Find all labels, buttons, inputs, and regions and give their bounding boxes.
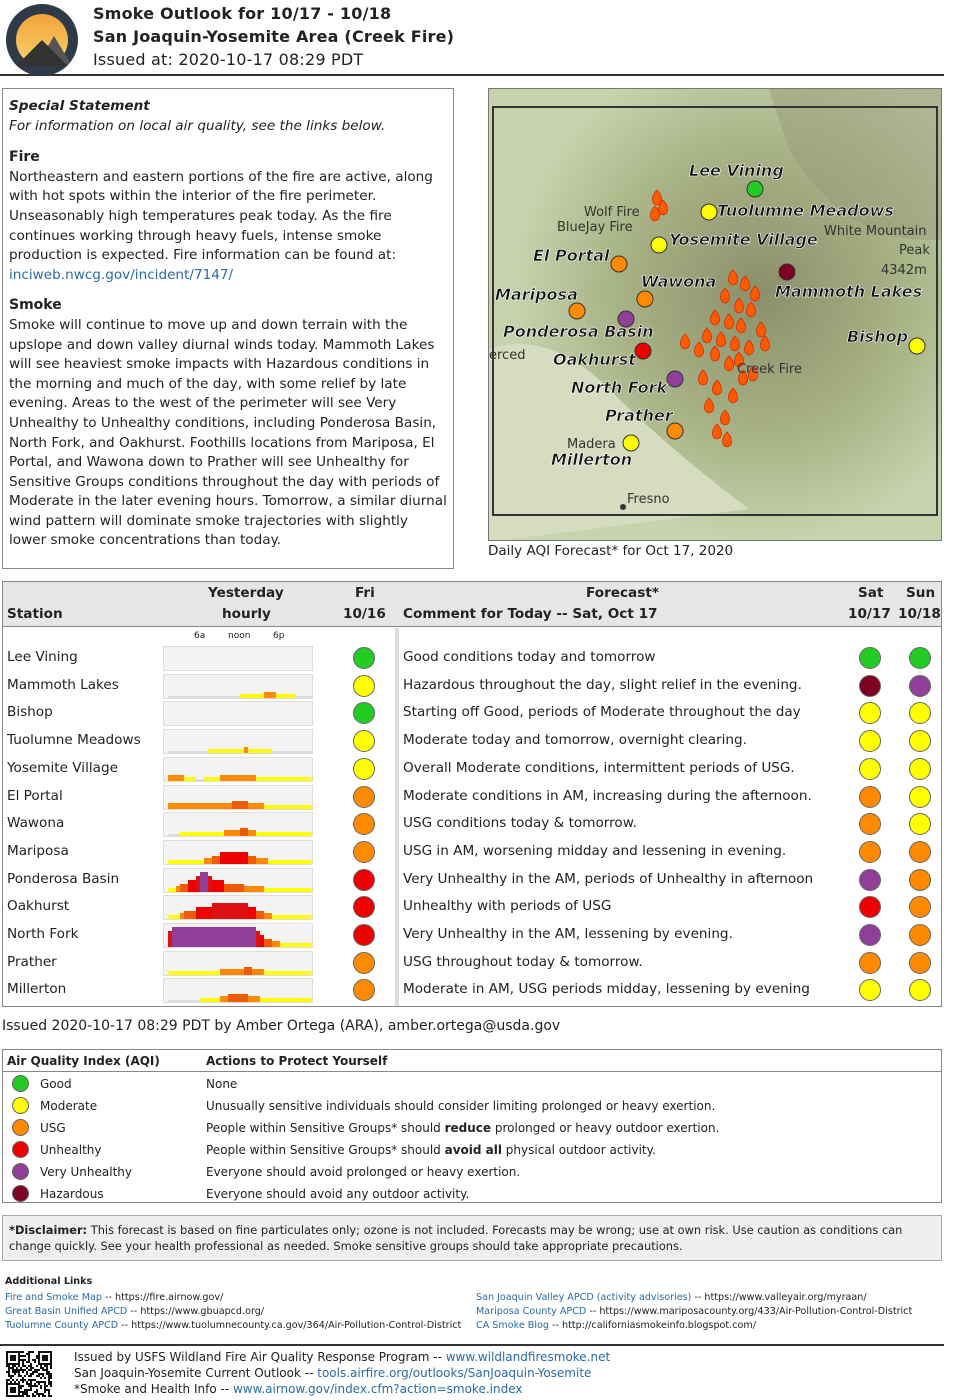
sun-aqi-dot xyxy=(909,896,931,918)
sun-aqi-dot xyxy=(909,702,931,724)
hourly-sparkline xyxy=(163,674,313,699)
col-fri-date: 10/16 xyxy=(343,606,386,622)
fri-aqi-dot xyxy=(353,647,375,669)
aqi-legend-row xyxy=(3,1183,941,1205)
map-station-dot xyxy=(637,291,653,307)
sun-aqi-dot xyxy=(909,813,931,835)
map-label: Oakhurst xyxy=(553,350,636,369)
sun-aqi-dot xyxy=(909,924,931,946)
link-name[interactable]: Tuolumne County APCD xyxy=(5,1320,119,1331)
header xyxy=(0,0,944,76)
aqi-legend-row xyxy=(3,1117,941,1139)
aqi-legend-row xyxy=(3,1073,941,1095)
additional-link xyxy=(476,1306,912,1317)
sun-aqi-dot xyxy=(909,869,931,891)
map-station-dot xyxy=(779,264,795,280)
aqi-action: Everyone should avoid prolonged or heavy exertion. xyxy=(206,1165,521,1179)
station-name: El Portal xyxy=(7,787,63,804)
col-fri: Fri xyxy=(355,585,375,601)
sat-aqi-dot xyxy=(859,730,881,752)
forecast-comment: USG throughout today & tomorrow. xyxy=(403,953,643,970)
hourly-sparkline xyxy=(163,812,313,837)
hourly-sparkline xyxy=(163,701,313,726)
col-sat-date: 10/17 xyxy=(848,606,891,622)
aqi-legend-row xyxy=(3,1161,941,1183)
sun-aqi-dot xyxy=(909,730,931,752)
map-label: Creek Fire xyxy=(737,362,802,377)
link-url: -- https://www.mariposacounty.org/433/Air-Pollution-Control-District xyxy=(586,1306,913,1317)
station-name: Wawona xyxy=(7,815,65,832)
outlook-link[interactable]: tools.airfire.org/outlooks/SanJoaquin-Yosemite xyxy=(317,1366,592,1380)
sun-aqi-dot xyxy=(909,647,931,669)
fri-aqi-dot xyxy=(353,896,375,918)
map-label: El Portal xyxy=(533,246,610,265)
statement-title: Special Statement xyxy=(9,98,150,114)
sat-aqi-dot xyxy=(859,952,881,974)
aqi-col-actions: Actions to Protect Yourself xyxy=(206,1054,388,1068)
hourly-bar xyxy=(308,915,312,919)
sat-aqi-dot xyxy=(859,813,881,835)
map-station-dot xyxy=(909,338,925,354)
qr-code-icon xyxy=(6,1351,52,1397)
issued-time: Issued at: 2020-10-17 08:29 PDT xyxy=(93,50,364,69)
aqi-action: People within Sensitive Groups* should reduce prolonged or heavy outdoor exertion. xyxy=(206,1121,720,1135)
forecast-comment: Very Unhealthy in the AM, lessening by evening. xyxy=(403,926,733,942)
map-label: Fresno xyxy=(627,492,670,507)
forecast-row xyxy=(3,811,941,839)
hourly-sparkline xyxy=(163,895,313,920)
map-label: Ponderosa Basin xyxy=(503,322,654,341)
inciweb-link[interactable]: inciweb.nwcg.gov/incident/7147/ xyxy=(9,266,234,283)
map-label: Madera xyxy=(567,437,616,452)
tick-noon: noon xyxy=(228,631,251,641)
col-hourly: hourly xyxy=(222,606,271,622)
fri-aqi-dot xyxy=(353,841,375,863)
town-marker xyxy=(620,504,626,510)
map-station-dot xyxy=(611,256,627,272)
map-station-dot xyxy=(667,371,683,387)
aqi-level-label: Hazardous xyxy=(40,1187,104,1201)
airnow-link[interactable]: www.airnow.gov/index.cfm?action=smoke.index xyxy=(232,1382,523,1396)
forecast-row xyxy=(3,645,941,673)
smoke-text: Smoke will continue to move up and down terrain with the upslope and down valley diurnal winds today. Mammoth Lakes will see heaviest smoke impacts with Hazardous conditions in the morning and much of the day, with some relief by late evening. Areas to the west of the perimeter will see Very Unhealthy to Unhealthy conditions, including Ponderosa Basin, North Fork, and Oakhurst. Foothills locations from Mariposa, El Portal, and Wawona down to Prather will see Unhealthy for Sensitive Groups conditions throughout the day with periods of Moderate in the later evening hours. Tomorrow, a similar diurnal wind pattern will dominate smoke trajectories with slightly lower smoke concentrations than today. xyxy=(9,316,447,549)
smoke-heading: Smoke xyxy=(9,297,62,314)
link-name[interactable]: Great Basin Unified APCD xyxy=(5,1306,128,1317)
sun-aqi-dot xyxy=(909,786,931,808)
map-label: Mariposa xyxy=(495,285,578,304)
aqi-action: Unusually sensitive individuals should consider limiting prolonged or heavy exertion. xyxy=(206,1099,716,1113)
footer-line-2: San Joaquin-Yosemite Current Outlook -- tools.airfire.org/outlooks/SanJoaquin-Yosemite xyxy=(74,1366,592,1380)
aqi-action: Everyone should avoid any outdoor activity. xyxy=(206,1187,470,1201)
hourly-sparkline xyxy=(163,646,313,671)
hourly-sparkline xyxy=(163,729,313,754)
map-station-dot xyxy=(747,181,763,197)
station-name: Oakhurst xyxy=(7,898,70,915)
footer-line-1: Issued by USFS Wildland Fire Air Quality Response Program -- www.wildlandfiresmoke.net xyxy=(74,1350,611,1364)
tick-6a: 6a xyxy=(194,631,206,641)
forecast-row xyxy=(3,700,941,728)
aqi-legend-row xyxy=(3,1139,941,1161)
hourly-bar xyxy=(308,943,312,947)
col-forecast: Forecast* xyxy=(586,585,659,601)
sun-aqi-dot xyxy=(909,758,931,780)
fri-aqi-dot xyxy=(353,869,375,891)
forecast-comment: Moderate conditions in AM, increasing during the afternoon. xyxy=(403,787,812,804)
map-station-dot xyxy=(569,303,585,319)
map-label: Wawona xyxy=(641,272,717,291)
link-url: -- http://californiasmokeinfo.blogspot.com/ xyxy=(549,1320,756,1331)
sun-aqi-dot xyxy=(909,841,931,863)
map-station-dot xyxy=(701,204,717,220)
forecast-comment: Overall Moderate conditions, intermittent periods of USG. xyxy=(403,759,795,776)
station-name: North Fork xyxy=(7,926,79,942)
sat-aqi-dot xyxy=(859,979,881,1001)
forecast-row xyxy=(3,673,941,701)
aqi-forecast-map xyxy=(488,88,942,541)
forecast-header xyxy=(3,582,941,627)
sat-aqi-dot xyxy=(859,647,881,669)
sat-aqi-dot xyxy=(859,841,881,863)
aqi-col-index: Air Quality Index (AQI) xyxy=(7,1054,160,1068)
hourly-sparkline xyxy=(163,978,313,1003)
hourly-sparkline xyxy=(163,785,313,810)
forecast-row xyxy=(3,728,941,756)
sat-aqi-dot xyxy=(859,702,881,724)
link-url: -- https://www.valleyair.org/myraan/ xyxy=(691,1292,867,1303)
station-name: Mammoth Lakes xyxy=(7,676,119,693)
link-name[interactable]: San Joaquin Valley APCD (activity advisories) xyxy=(476,1292,692,1303)
map-label: Mammoth Lakes xyxy=(775,282,923,301)
station-name: Prather xyxy=(7,953,57,970)
forecast-row xyxy=(3,839,941,867)
station-name: Millerton xyxy=(7,981,67,998)
hourly-bar xyxy=(308,696,312,698)
fri-aqi-dot xyxy=(353,702,375,724)
station-name: Bishop xyxy=(7,704,53,721)
disclaimer-label: *Disclaimer: xyxy=(9,1223,88,1237)
sun-aqi-dot xyxy=(909,675,931,697)
footer-line-3: *Smoke and Health Info -- www.airnow.gov/index.cfm?action=smoke.index xyxy=(74,1382,523,1396)
statement-subtitle: For information on local air quality, see the links below. xyxy=(9,117,386,134)
map-label: Bishop xyxy=(847,327,909,346)
forecast-comment: USG conditions today & tomorrow. xyxy=(403,815,637,832)
page-subtitle: San Joaquin-Yosemite Area (Creek Fire) xyxy=(93,27,455,46)
aqi-color-dot xyxy=(12,1163,29,1180)
forecast-comment: Moderate today and tomorrow, overnight clearing. xyxy=(403,732,747,749)
map-label: North Fork xyxy=(571,378,668,397)
forecast-comment: Hazardous throughout the day, slight relief in the evening. xyxy=(403,676,802,693)
additional-link xyxy=(5,1320,461,1331)
map-station-dot xyxy=(623,435,639,451)
map-graphic xyxy=(489,89,942,541)
fri-aqi-dot xyxy=(353,924,375,946)
map-station-dot xyxy=(635,343,651,359)
footer xyxy=(0,1344,944,1400)
station-name: Ponderosa Basin xyxy=(7,870,120,887)
station-name: Mariposa xyxy=(7,842,69,859)
sat-aqi-dot xyxy=(859,924,881,946)
col-station: Station xyxy=(7,606,63,622)
fri-aqi-dot xyxy=(353,675,375,697)
forecast-row xyxy=(3,950,941,978)
col-comment: Comment for Today -- Sat, Oct 17 xyxy=(403,606,658,622)
map-caption: Daily AQI Forecast* for Oct 17, 2020 xyxy=(488,543,734,559)
forecast-body xyxy=(3,628,941,1006)
hourly-bar xyxy=(308,751,312,753)
forecast-row xyxy=(3,867,941,895)
forecast-row xyxy=(3,894,941,922)
sat-aqi-dot xyxy=(859,896,881,918)
link-name[interactable]: CA Smoke Blog xyxy=(476,1320,549,1331)
hourly-bar xyxy=(308,832,312,836)
sat-aqi-dot xyxy=(859,869,881,891)
forecast-row xyxy=(3,784,941,812)
link-url: -- https://www.gbuapcd.org/ xyxy=(127,1306,265,1317)
aqi-action: None xyxy=(206,1077,238,1091)
link-url: -- https://fire.airnow.gov/ xyxy=(102,1292,224,1303)
wildlandfiresmoke-link[interactable]: www.wildlandfiresmoke.net xyxy=(445,1350,611,1364)
additional-link xyxy=(476,1292,867,1303)
forecast-table xyxy=(2,581,942,1007)
station-name: Yosemite Village xyxy=(7,759,118,776)
fri-aqi-dot xyxy=(353,813,375,835)
aqi-level-label: Moderate xyxy=(40,1099,98,1113)
aqi-color-dot xyxy=(12,1185,29,1202)
hourly-bar xyxy=(308,860,312,864)
map-label: BlueJay Fire xyxy=(557,220,633,235)
disclaimer-text: This forecast is based on fine particulates only; ozone is not included. Forecasts may be wrong; use at own risk. Use caution as conditions can change quickly. See your health professional as needed. Smoke sensitive groups should take appropriate precautions. xyxy=(9,1223,903,1253)
map-station-dot xyxy=(667,423,683,439)
col-sun: Sun xyxy=(906,585,936,601)
aqi-color-dot xyxy=(12,1075,29,1092)
map-label: Lee Vining xyxy=(689,161,784,180)
disclaimer xyxy=(2,1215,942,1261)
col-sat: Sat xyxy=(858,585,884,601)
map-label: Peak xyxy=(899,243,930,258)
map-label: Prather xyxy=(605,406,673,425)
station-name: Lee Vining xyxy=(7,649,78,665)
forecast-row xyxy=(3,977,941,1005)
aqi-level-label: Good xyxy=(40,1077,72,1091)
hourly-sparkline xyxy=(163,923,313,948)
aqi-level-label: Very Unhealthy xyxy=(40,1165,132,1179)
page-title: Smoke Outlook for 10/17 - 10/18 xyxy=(93,4,392,23)
sat-aqi-dot xyxy=(859,675,881,697)
aqi-color-dot xyxy=(12,1119,29,1136)
additional-link xyxy=(5,1292,223,1303)
additional-link xyxy=(5,1306,264,1317)
map-label: 4342m xyxy=(881,263,927,278)
link-name[interactable]: Mariposa County APCD xyxy=(476,1306,587,1317)
hourly-sparkline xyxy=(163,757,313,782)
link-name[interactable]: Fire and Smoke Map xyxy=(5,1292,102,1303)
fri-aqi-dot xyxy=(353,979,375,1001)
aqi-legend-row xyxy=(3,1095,941,1117)
hourly-bar xyxy=(308,998,312,1002)
sat-aqi-dot xyxy=(859,758,881,780)
map-label: Wolf Fire xyxy=(584,205,640,220)
hourly-bar xyxy=(308,888,312,892)
aqi-level-label: Unhealthy xyxy=(40,1143,102,1157)
hourly-bar xyxy=(308,805,312,809)
program-logo xyxy=(6,4,78,76)
sat-aqi-dot xyxy=(859,786,881,808)
hourly-bar xyxy=(308,971,312,975)
sun-aqi-dot xyxy=(909,979,931,1001)
hourly-bar xyxy=(308,777,312,781)
issued-by: Issued 2020-10-17 08:29 PDT by Amber Ortega (ARA), amber.ortega@usda.gov xyxy=(2,1018,561,1034)
map-label: erced xyxy=(489,348,526,363)
link-url: -- https://www.tuolumnecounty.ca.gov/364/Air-Pollution-Control-District xyxy=(118,1320,462,1331)
aqi-level-label: USG xyxy=(40,1121,66,1135)
hourly-sparkline xyxy=(163,951,313,976)
forecast-row xyxy=(3,922,941,950)
tick-6p: 6p xyxy=(273,631,285,641)
forecast-comment: Unhealthy with periods of USG xyxy=(403,898,612,915)
fri-aqi-dot xyxy=(353,730,375,752)
aqi-color-dot xyxy=(12,1141,29,1158)
fri-aqi-dot xyxy=(353,758,375,780)
fire-heading: Fire xyxy=(9,149,40,166)
forecast-comment: Moderate in AM, USG periods midday, lessening by evening xyxy=(403,981,810,998)
special-statement xyxy=(2,88,454,569)
aqi-legend-header xyxy=(3,1050,941,1072)
aqi-color-dot xyxy=(12,1097,29,1114)
map-station-dot xyxy=(651,237,667,253)
additional-link xyxy=(476,1320,756,1331)
fri-aqi-dot xyxy=(353,786,375,808)
forecast-comment: Good conditions today and tomorrow xyxy=(403,649,656,665)
forecast-comment: Very Unhealthy in the AM, periods of Unhealthy in afternoon xyxy=(403,870,814,887)
map-label: Yosemite Village xyxy=(669,230,818,249)
hourly-sparkline xyxy=(163,868,313,893)
station-name: Tuolumne Meadows xyxy=(7,732,141,749)
fire-text: Northeastern and eastern portions of the fire are active, along with hot spots within the interior of the fire perimeter. Unseasonably high temperatures peak today. As the fire continues working through heavy fuels, intense smoke production is expected. Fire information can be found at: inciweb.nwcg.gov/incident/7147/ xyxy=(9,168,433,283)
col-yesterday: Yesterday xyxy=(208,585,284,601)
aqi-action: People within Sensitive Groups* should avoid all physical outdoor activity. xyxy=(206,1143,656,1157)
hourly-sparkline xyxy=(163,840,313,865)
map-label: Millerton xyxy=(551,450,633,469)
fri-aqi-dot xyxy=(353,952,375,974)
forecast-row xyxy=(3,756,941,784)
map-label: Tuolumne Meadows xyxy=(717,201,894,220)
forecast-comment: USG in AM, worsening midday and lessening in evening. xyxy=(403,842,787,859)
col-sun-date: 10/18 xyxy=(898,606,941,622)
forecast-comment: Starting off Good, periods of Moderate throughout the day xyxy=(403,704,801,721)
links-title: Additional Links xyxy=(5,1276,93,1287)
map-label: White Mountain xyxy=(824,224,927,239)
sun-aqi-dot xyxy=(909,952,931,974)
aqi-legend xyxy=(2,1049,942,1203)
